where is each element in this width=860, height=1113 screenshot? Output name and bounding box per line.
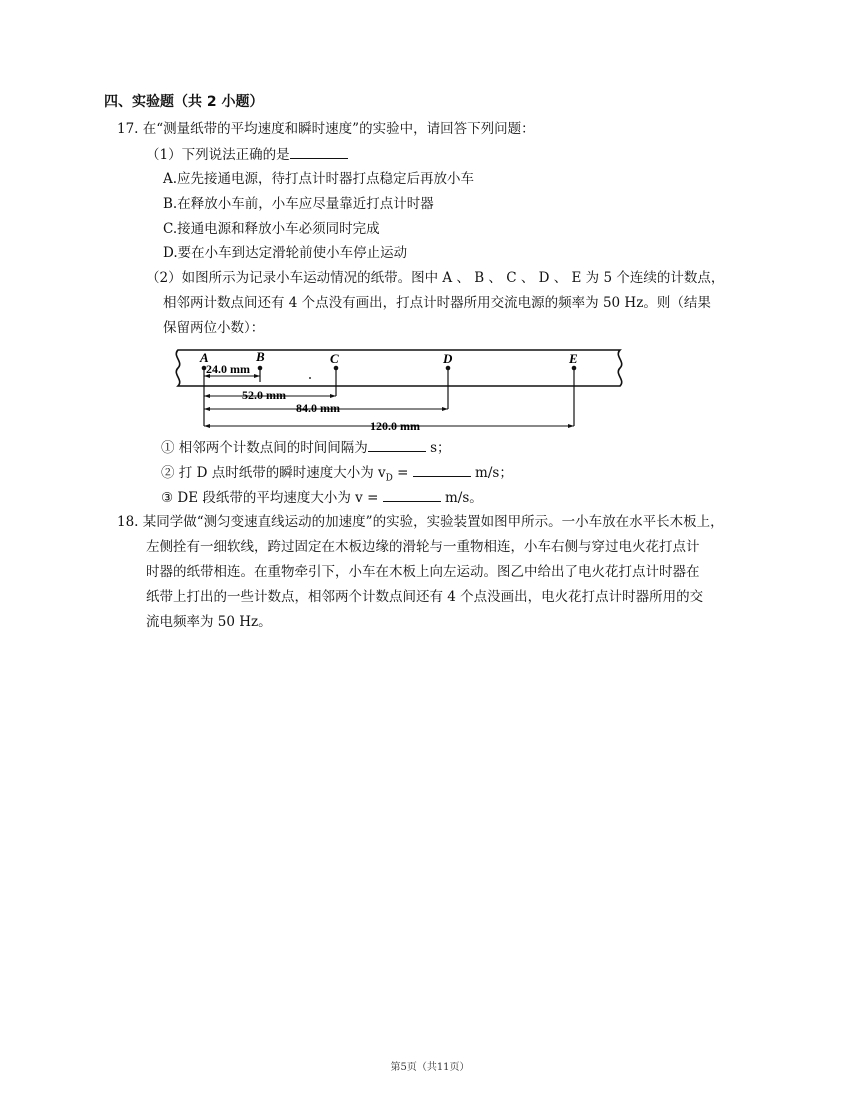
answer-blank-4[interactable] <box>383 487 441 502</box>
q17-sub1 <box>161 437 451 458</box>
dim-ad: 84.0 mm <box>296 401 340 415</box>
q17-part1 <box>146 144 348 165</box>
q17-sub3 <box>161 487 483 508</box>
dim-ab: 24.0 mm <box>206 362 250 376</box>
label-b: B <box>256 349 265 364</box>
option-d: D.要在小车到达定滑轮前使小车停止运动 <box>163 245 408 261</box>
section-title: 四、实验题（共 2 小题） <box>104 94 264 110</box>
q17-part2-line2: 相邻两计数点间还有 4 个点没有画出，打点计时器所用交流电源的频率为 50 Hz。则（结果 <box>163 295 711 311</box>
label-c: C <box>330 351 339 366</box>
sub2-unit: m/s； <box>470 465 513 481</box>
q17-part2-line3: 保留两位小数）： <box>163 320 265 336</box>
sub2-equals: = <box>392 465 413 481</box>
sub3-text: ③ DE 段纸带的平均速度大小为 v = <box>161 490 383 506</box>
label-a: A <box>200 350 209 365</box>
label-d: D <box>443 351 453 366</box>
sub2-subscript: D <box>385 473 393 484</box>
paper-tape-diagram <box>170 346 630 432</box>
q17-part2-line1: （2）如图所示为记录小车运动情况的纸带。图中 A 、 B 、 C 、 D 、 E 为 5 个连续的计数点， <box>146 270 725 286</box>
sub3-unit: m/s。 <box>440 490 483 506</box>
page-footer: 第5页（共11页） <box>390 1062 470 1073</box>
q17-stem: 17. 在“测量纸带的平均速度和瞬时速度”的实验中，请回答下列问题： <box>117 121 535 137</box>
answer-blank-3[interactable] <box>413 462 471 477</box>
dim-ac: 52.0 mm <box>242 388 286 402</box>
option-c: C.接通电源和释放小车必须同时完成 <box>163 221 380 237</box>
stray-mark <box>309 377 311 379</box>
q18-line-3: 时器的纸带相连。在重物牵引下，小车在木板上向左运动。图乙中给出了电火花打点计时器在 <box>146 564 700 580</box>
sub2-text: ② 打 D 点时纸带的瞬时速度大小为 v <box>161 465 386 481</box>
q18-line-1: 18. 某同学做“测匀变速直线运动的加速度”的实验，实验装置如图甲所示。一小车放在水平长木板上， <box>117 514 724 530</box>
dim-ae: 120.0 mm <box>370 419 420 432</box>
sub1-unit: s； <box>425 440 451 456</box>
q18-line-5: 流电频率为 50 Hz。 <box>146 614 272 630</box>
q18-line-4: 纸带上打出的一些计数点，相邻两个计数点间还有 4 个点没画出，电火花打点计时器所用的交 <box>146 589 704 605</box>
q18-line-2: 左侧拴有一细软线，跨过固定在木板边缘的滑轮与一重物相连，小车右侧与穿过电火花打点计 <box>146 539 700 555</box>
answer-blank-1[interactable] <box>290 144 348 159</box>
q17-part1-text: （1）下列说法正确的是 <box>146 147 290 163</box>
answer-blank-2[interactable] <box>368 437 426 452</box>
option-a: A.应先接通电源，待打点计时器打点稳定后再放小车 <box>163 171 475 187</box>
sub1-text: ① 相邻两个计数点间的时间间隔为 <box>161 440 368 456</box>
q17-sub2 <box>161 462 513 489</box>
option-b: B.在释放小车前，小车应尽量靠近打点计时器 <box>163 196 434 212</box>
label-e: E <box>569 351 578 366</box>
